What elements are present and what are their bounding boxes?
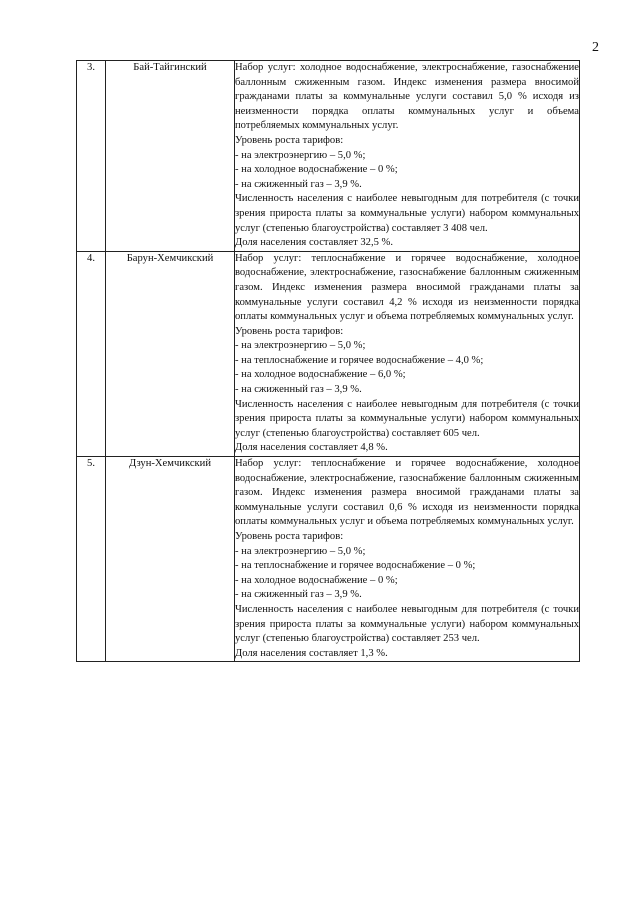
row-number: 5.	[77, 457, 106, 662]
tariff-item: - на электроэнергию – 5,0 %;	[235, 340, 366, 352]
services-paragraph: Набор услуг: теплоснабжение и горячее водоснабжение, холодное водоснабжение, электроснабжение, газоснабжение баллонным сжиженным газом. Индекс изменения размера вносимой гражданами платы за коммунальные услуги составил 4,2 % исходя из неизменности порядка оплаты коммунальных услуг и объема потребляемых коммунальных услуг.	[235, 252, 579, 323]
population-share: Доля населения составляет 1,3 %.	[235, 647, 388, 659]
tariff-item: - на холодное водоснабжение – 0 %;	[235, 164, 398, 176]
table-row	[77, 251, 580, 456]
population-paragraph: Численность населения с наиболее невыгодным для потребителя (с точки зрения прироста платы за коммунальные услуги) набором коммунальных услуг (степенью благоустройства) составляет 253 чел.	[235, 603, 579, 645]
row-number: 4.	[77, 251, 106, 456]
district-details	[235, 457, 580, 662]
district-name: Дзун-Хемчикский	[106, 457, 235, 662]
tariff-item: - на сжиженный газ – 3,9 %.	[235, 589, 362, 601]
tariff-item: - на сжиженный газ – 3,9 %.	[235, 384, 362, 396]
table-row	[77, 61, 580, 252]
services-paragraph: Набор услуг: теплоснабжение и горячее водоснабжение, холодное водоснабжение, электроснабжение, газоснабжение баллонным сжиженным газом. Индекс изменения размера вносимой гражданами платы за коммунальные услуги составил 0,6 % исходя из неизменности порядка оплаты коммунальных услуг и объема потребляемых коммунальных услуг.	[235, 458, 579, 528]
district-details	[235, 251, 580, 456]
population-paragraph: Численность населения с наиболее невыгодным для потребителя (с точки зрения прироста платы за коммунальные услуги) набором коммунальных услуг (степенью благоустройства) составляет 3 408 чел.	[235, 193, 579, 234]
districts-table	[76, 60, 580, 662]
services-paragraph: Набор услуг: холодное водоснабжение, электроснабжение, газоснабжение баллонным сжиженным газом. Индекс изменения размера вносимой гражданами платы за коммунальные услуги составил 5,0 % исходя из неизменности порядка оплаты коммунальных услуг и объема потребляемых коммунальных услуг.	[235, 62, 579, 132]
population-paragraph: Численность населения с наиболее невыгодным для потребителя (с точки зрения прироста платы за коммунальные услуги) набором коммунальных услуг (степенью благоустройства) составляет 605 чел.	[235, 398, 579, 439]
district-details	[235, 61, 580, 252]
table-row	[77, 457, 580, 662]
tariff-item: - на холодное водоснабжение – 6,0 %;	[235, 369, 406, 381]
tariff-item: - на электроэнергию – 5,0 %;	[235, 149, 366, 161]
tariff-item: - на теплоснабжение и горячее водоснабжение – 4,0 %;	[235, 354, 484, 366]
tariff-header: Уровень роста тарифов:	[235, 531, 344, 542]
population-share: Доля населения составляет 32,5 %.	[235, 237, 394, 249]
tariff-item: - на холодное водоснабжение – 0 %;	[235, 574, 398, 586]
district-name: Барун-Хемчикский	[106, 251, 235, 456]
tariff-header: Уровень роста тарифов:	[235, 134, 344, 146]
row-number: 3.	[77, 61, 106, 252]
tariff-item: - на электроэнергию – 5,0 %;	[235, 545, 366, 557]
district-name: Бай-Тайгинский	[106, 61, 235, 252]
population-share: Доля населения составляет 4,8 %.	[235, 442, 388, 454]
tariff-item: - на сжиженный газ – 3,9 %.	[235, 178, 362, 190]
tariff-header: Уровень роста тарифов:	[235, 325, 344, 337]
page-number: 2	[592, 40, 599, 55]
tariff-item: - на теплоснабжение и горячее водоснабжение – 0 %;	[235, 560, 476, 572]
